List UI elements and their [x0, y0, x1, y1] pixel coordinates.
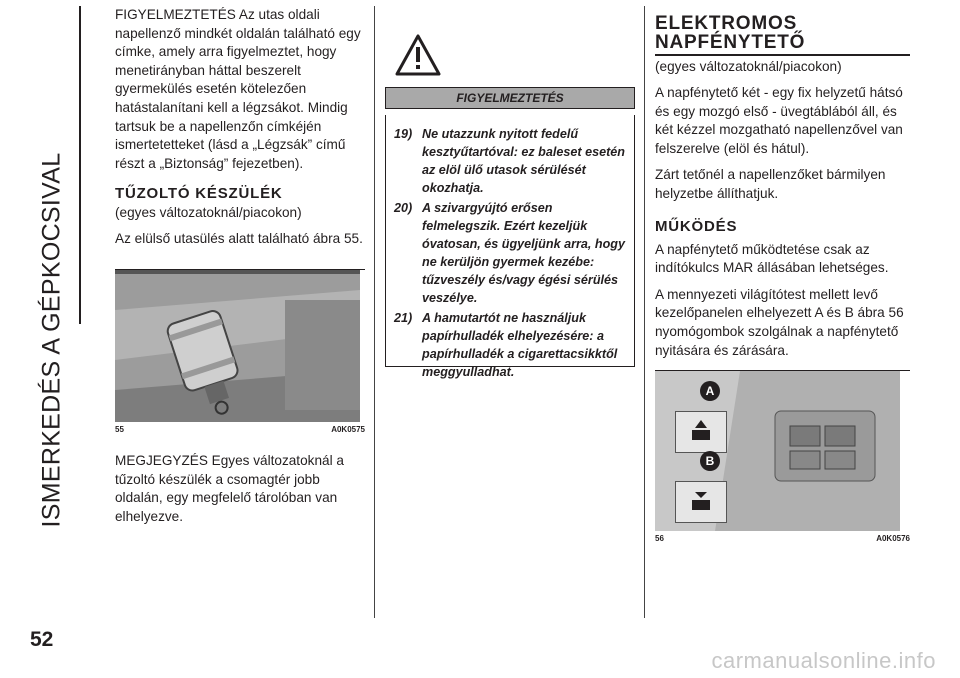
figure-55: [115, 269, 365, 434]
column-3: [655, 6, 910, 543]
open-button-inset: [675, 411, 727, 453]
fire-extinguisher-heading: TŰZOLTÓ KÉSZÜLÉK: [115, 185, 283, 203]
warning-text: A hamutartót ne használjuk papírhulladék elhelyezésére: a papírhulladék a cigarettacsikktől meggyulladhat.: [422, 311, 618, 379]
button-a-marker: A: [700, 381, 720, 401]
figure-55-number: 55: [115, 424, 124, 434]
sunroof-heading-line2: NAPFÉNYTETŐ: [655, 32, 806, 53]
column-divider-2: [644, 6, 645, 618]
warning-box: [385, 115, 635, 379]
page-number: 52: [30, 628, 54, 651]
fire-extinguisher-illustration: [115, 270, 360, 422]
warning-number: 19): [394, 127, 413, 141]
button-b-marker: B: [700, 451, 720, 471]
sunroof-paragraph-1: A napfénytető két - egy fix helyzetű hátsó és egy mozgó első - üvegtáblából áll, és két kézzel mozgatható napellenzővel van felszerelve (elöl és hátul).: [655, 85, 903, 156]
operation-paragraph-1: A napfénytető működtetése csak az indítókulcs MAR állásában lehetséges.: [655, 241, 889, 276]
sunroof-heading: [655, 14, 910, 56]
sunroof-close-icon: [676, 482, 726, 522]
figure-56-code: A0K0576: [876, 534, 910, 544]
fire-extinguisher-photo: [115, 270, 360, 422]
watermark: carmanualsonline.info: [711, 648, 936, 673]
sidebar-rule: [79, 6, 81, 324]
warning-item: [394, 199, 626, 307]
fire-extinguisher-note: MEGJEGYZÉS Egyes változatoknál a tűzoltó készülék a csomagtér jobb oldalán, egy megfelelő tárolóban van elhelyezve.: [115, 452, 344, 524]
section-title-text: ISMERKEDÉS A GÉPKOCSIVAL: [37, 152, 66, 528]
sunroof-control-photo: [655, 371, 900, 531]
warning-number: 21): [394, 311, 413, 325]
sunroof-heading-line1: ELEKTROMOS: [655, 13, 798, 34]
figure-56: [655, 370, 910, 543]
fire-extinguisher-subheading: (egyes változatoknál/piacokon): [115, 205, 302, 221]
column-divider-1: [374, 6, 375, 618]
warning-text: A szivargyújtó erősen felmelegszik. Ezért kezeljük óvatosan, és ügyeljünk arra, hogy ne kerüljön gyermek kezébe: tűzveszély és/vagy égési sérülés veszélye.: [422, 201, 625, 305]
warning-item: [394, 125, 626, 197]
intro-paragraph: FIGYELMEZTETÉS Az utas oldali napellenző mindkét oldalán található egy címke, amely arra figyelmeztet, hogy menetirányban háttal beszerelt gyermekülés esetén kötelezően hatástalanítani kell a légzsákot. Mindig tartsuk be a napellenzőn címkéjén ismertetetteket (lásd a „Légzsák” című részt a „Biztonság” fejezetben).: [115, 7, 361, 171]
warning-text: Ne utazzunk nyitott fedelű kesztyűtartóval: ez baleset esetén az elöl ülő utasok sérülését okozhatja.: [422, 127, 625, 195]
close-button-inset: [675, 481, 727, 523]
warning-item: [394, 309, 626, 381]
sunroof-subheading: (egyes változatoknál/piacokon): [655, 59, 842, 74]
sunroof-paragraph-2: Zárt tetőnél a napellenzőket bármilyen helyzetbe állíthatjuk.: [655, 167, 886, 201]
figure-56-number: 56: [655, 534, 664, 544]
operation-paragraph-2: A mennyezeti világítótest mellett levő kezelőpanelen elhelyezett A és B ábra 56 nyomógombok szolgálnak a napfénytető nyitására és zárására.: [655, 286, 904, 358]
warning-number: 20): [394, 201, 413, 215]
fire-extinguisher-paragraph: Az elülső utasülés alatt található ábra 55.: [115, 231, 363, 247]
column-1: [115, 6, 365, 534]
column-2: [385, 6, 635, 379]
warning-triangle-icon: [395, 34, 441, 76]
sunroof-open-icon: [676, 412, 726, 452]
warning-title-bar: FIGYELMEZTETÉS: [385, 87, 635, 109]
figure-55-code: A0K0575: [331, 424, 365, 434]
operation-heading: MŰKÖDÉS: [655, 217, 738, 235]
